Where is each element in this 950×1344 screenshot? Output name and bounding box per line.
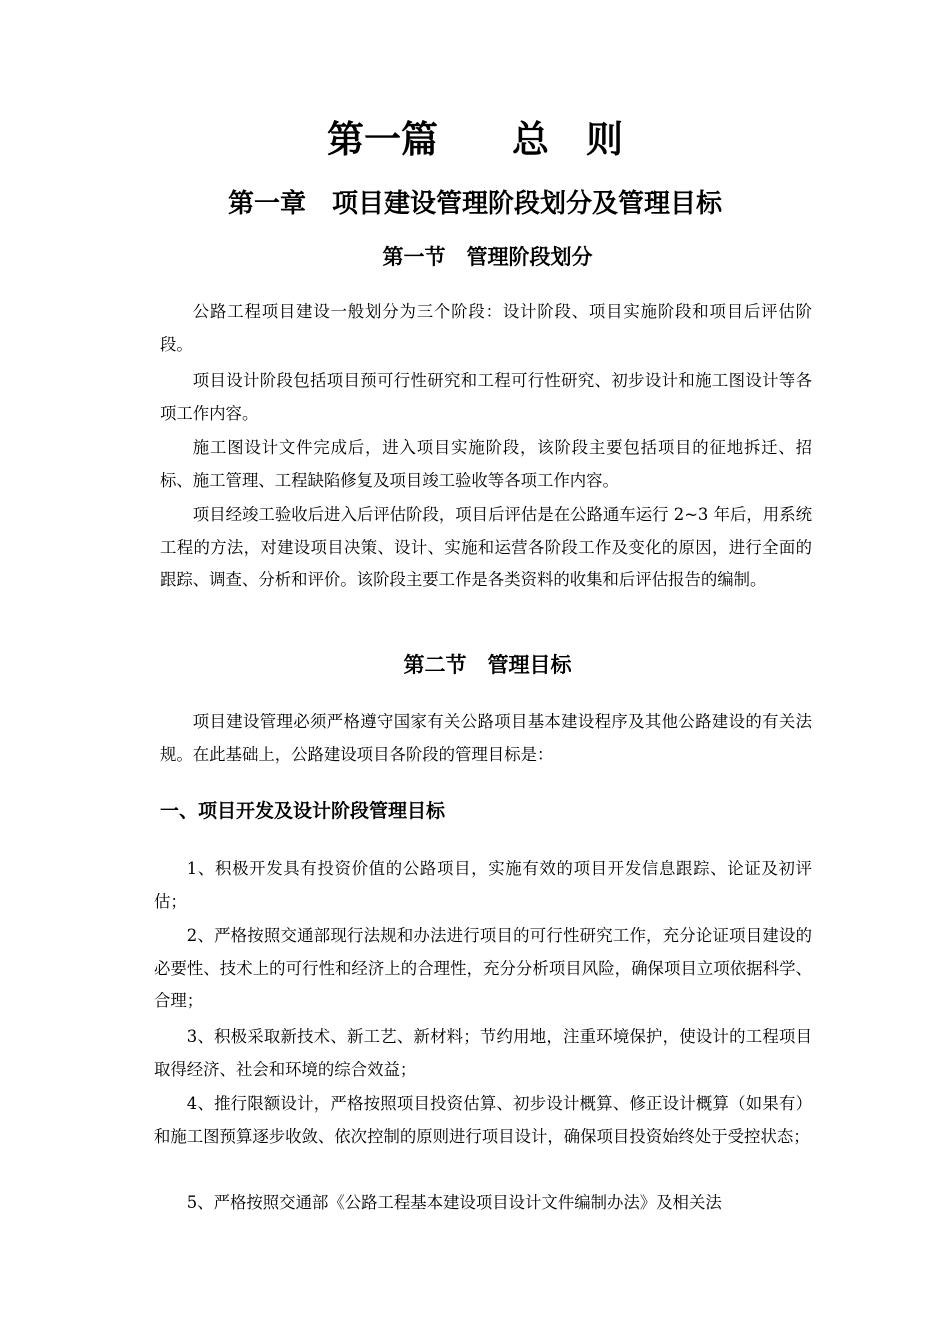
list-item: 1、积极开发具有投资价值的公路项目，实施有效的项目开发信息跟踪、论证及初评估； bbox=[154, 859, 812, 911]
chapter-title: 第一章 项目建设管理阶段划分及管理目标 bbox=[227, 189, 722, 219]
paragraph: 项目设计阶段包括项目预可行性研究和工程可行性研究、初步设计和施工图设计等各项工作内容。 bbox=[160, 371, 812, 423]
part-title: 第一篇 总 则 bbox=[327, 118, 623, 161]
list-item: 2、严格按照交通部现行法规和办法进行项目的可行性研究工作，充分论证项目建设的必要性、技术上的可行性和经济上的合理性，充分分析项目风险，确保项目立项依据科学、合理； bbox=[154, 926, 812, 1010]
paragraph: 公路工程项目建设一般划分为三个阶段：设计阶段、项目实施阶段和项目后评估阶段。 bbox=[160, 302, 812, 354]
section-title: 第一节 管理阶段划分 bbox=[382, 245, 593, 269]
paragraph: 施工图设计文件完成后，进入项目实施阶段，该阶段主要包括项目的征地拆迁、招标、施工管理、工程缺陷修复及项目竣工验收等各项工作内容。 bbox=[160, 438, 812, 490]
paragraph: 项目经竣工验收后进入后评估阶段，项目后评估是在公路通车运行 2~3 年后，用系统工程的方法，对建设项目决策、设计、实施和运营各阶段工作及变化的原因，进行全面的跟踪、调查、分析和评价。该阶段主要工作是各类资料的收集和后评估报告的编制。 bbox=[160, 505, 812, 589]
list-item: 4、推行限额设计，严格按照项目投资估算、初步设计概算、修正设计概算（如果有）和施工图预算逐步收敛、依次控制的原则进行项目设计，确保项目投资始终处于受控状态； bbox=[154, 1094, 812, 1146]
list-item: 3、积极采取新技术、新工艺、新材料；节约用地，注重环境保护，使设计的工程项目取得经济、社会和环境的综合效益； bbox=[154, 1027, 812, 1079]
subsection-title: 一、项目开发及设计阶段管理目标 bbox=[160, 800, 446, 822]
list-item: 5、严格按照交通部《公路工程基本建设项目设计文件编制办法》及相关法 bbox=[186, 1193, 722, 1212]
paragraph: 项目建设管理必须严格遵守国家有关公路项目基本建设程序及其他公路建设的有关法规。在此基础上，公路建设项目各阶段的管理目标是： bbox=[160, 712, 812, 764]
section-title: 第二节 管理目标 bbox=[403, 653, 572, 677]
